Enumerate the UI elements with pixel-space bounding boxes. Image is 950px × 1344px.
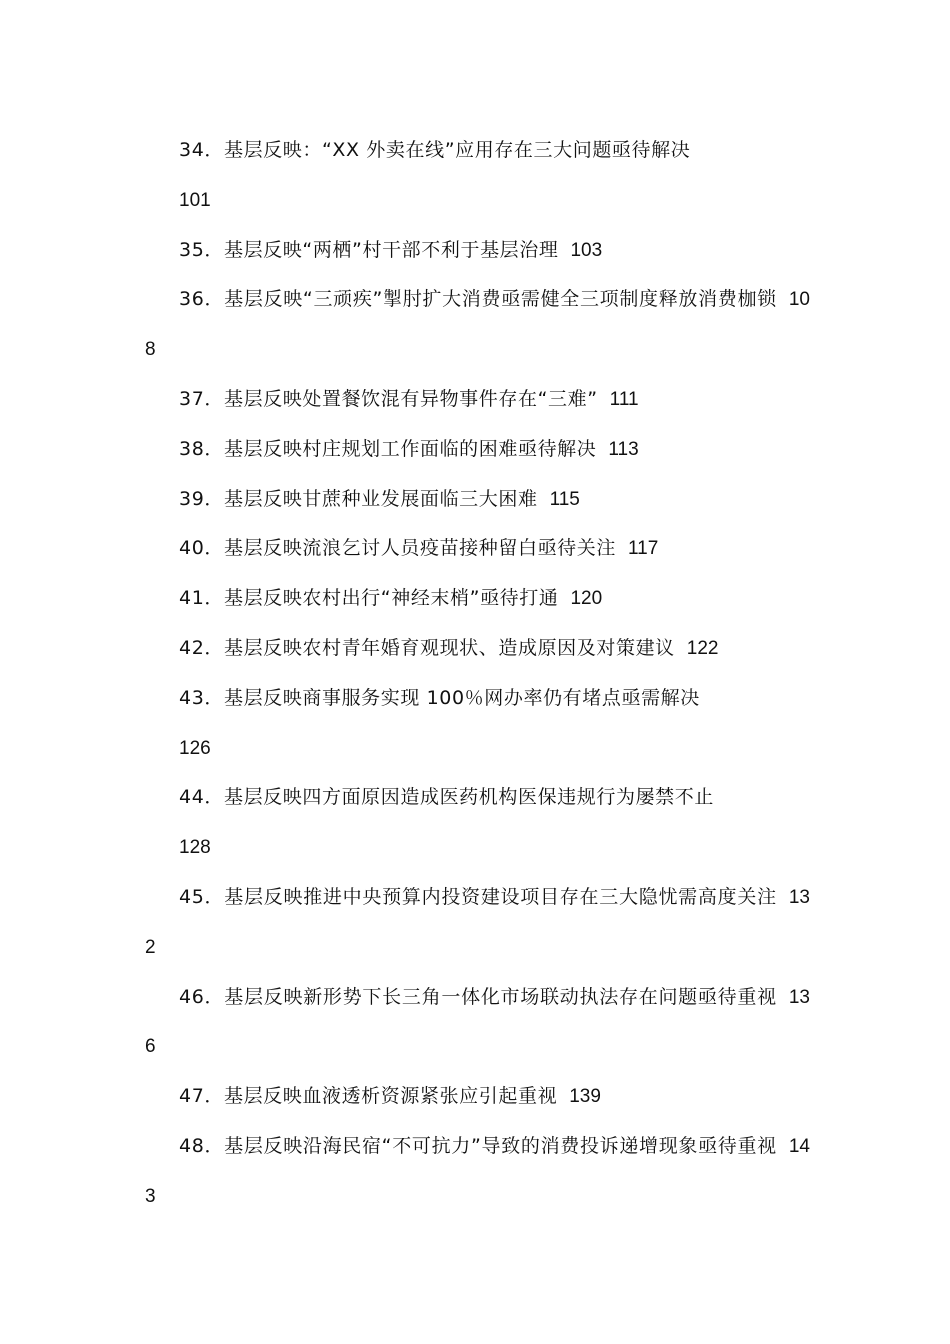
toc-entry-page-number: 111 — [609, 388, 639, 410]
toc-entry-page-number: 139 — [569, 1086, 601, 1108]
toc-entry-40[interactable] — [145, 524, 810, 574]
toc-entry-48[interactable] — [145, 1122, 810, 1222]
toc-entry-page-number: 120 — [570, 588, 603, 610]
toc-entry-46[interactable] — [145, 973, 810, 1073]
toc-entry-title: 38．基层反映村庄规划工作面临的困难亟待解决 — [179, 437, 597, 460]
toc-entry-37[interactable] — [145, 375, 810, 425]
toc-entry-page-number: 136 — [145, 986, 810, 1058]
toc-entry-title: 39．基层反映甘蔗种业发展面临三大困难 — [179, 487, 538, 510]
toc-entry-page-number: 117 — [627, 538, 659, 560]
toc-entry-page-number: 101 — [179, 189, 211, 211]
toc-entry-35[interactable] — [145, 226, 810, 276]
toc-entry-title: 37．基层反映处置餐饮混有异物事件存在“三难” — [179, 387, 598, 410]
toc-entry-page-number: 103 — [570, 239, 603, 261]
toc-entry-43[interactable] — [145, 674, 810, 774]
toc-entry-title: 47．基层反映血液透析资源紧张应引起重视 — [179, 1085, 558, 1108]
toc-entry-page-number: 132 — [145, 886, 810, 958]
toc-entry-42[interactable] — [145, 624, 810, 674]
toc-entry-title: 40．基层反映流浪乞讨人员疫苗接种留白亟待关注 — [179, 537, 616, 560]
toc-entry-39[interactable] — [145, 475, 810, 525]
toc-entry-page-number: 143 — [145, 1135, 810, 1207]
toc-entry-page-number: 108 — [145, 289, 810, 361]
toc-entry-41[interactable] — [145, 574, 810, 624]
toc-entry-page-number: 113 — [608, 438, 639, 460]
toc-entry-47[interactable] — [145, 1072, 810, 1122]
toc-entry-title: 45．基层反映推进中央预算内投资建设项目存在三大隐忧需高度关注 — [179, 885, 777, 908]
toc-entry-page-number: 128 — [179, 837, 211, 859]
toc-entry-title: 42．基层反映农村青年婚育观现状、造成原因及对策建议 — [179, 636, 675, 659]
table-of-contents — [145, 126, 810, 1222]
toc-entry-page-number: 126 — [179, 737, 211, 759]
toc-entry-page-number: 122 — [686, 637, 719, 659]
toc-entry-44[interactable] — [145, 773, 810, 873]
toc-entry-page-number: 115 — [549, 488, 580, 510]
toc-entry-title: 48．基层反映沿海民宿“不可抗力”导致的消费投诉递增现象亟待重视 — [179, 1134, 777, 1157]
toc-entry-title: 36．基层反映“三顽疾”掣肘扩大消费亟需健全三项制度释放消费枷锁 — [179, 288, 777, 311]
toc-entry-36[interactable] — [145, 275, 810, 375]
toc-entry-45[interactable] — [145, 873, 810, 973]
toc-entry-title: 44．基层反映四方面原因造成医药机构医保违规行为屡禁不止 — [179, 786, 714, 809]
toc-entry-title: 41．基层反映农村出行“神经末梢”亟待打通 — [179, 587, 559, 610]
toc-entry-title: 46．基层反映新形势下长三角一体化市场联动执法存在问题亟待重视 — [179, 985, 777, 1008]
toc-entry-title: 34．基层反映：“XX 外卖在线”应用存在三大问题亟待解决 — [179, 139, 691, 161]
toc-entry-title: 43．基层反映商事服务实现 100％网办率仍有堵点亟需解决 — [179, 686, 700, 709]
toc-entry-38[interactable] — [145, 425, 810, 475]
toc-entry-title: 35．基层反映“两栖”村干部不利于基层治理 — [179, 238, 559, 261]
toc-entry-34[interactable] — [145, 126, 810, 226]
